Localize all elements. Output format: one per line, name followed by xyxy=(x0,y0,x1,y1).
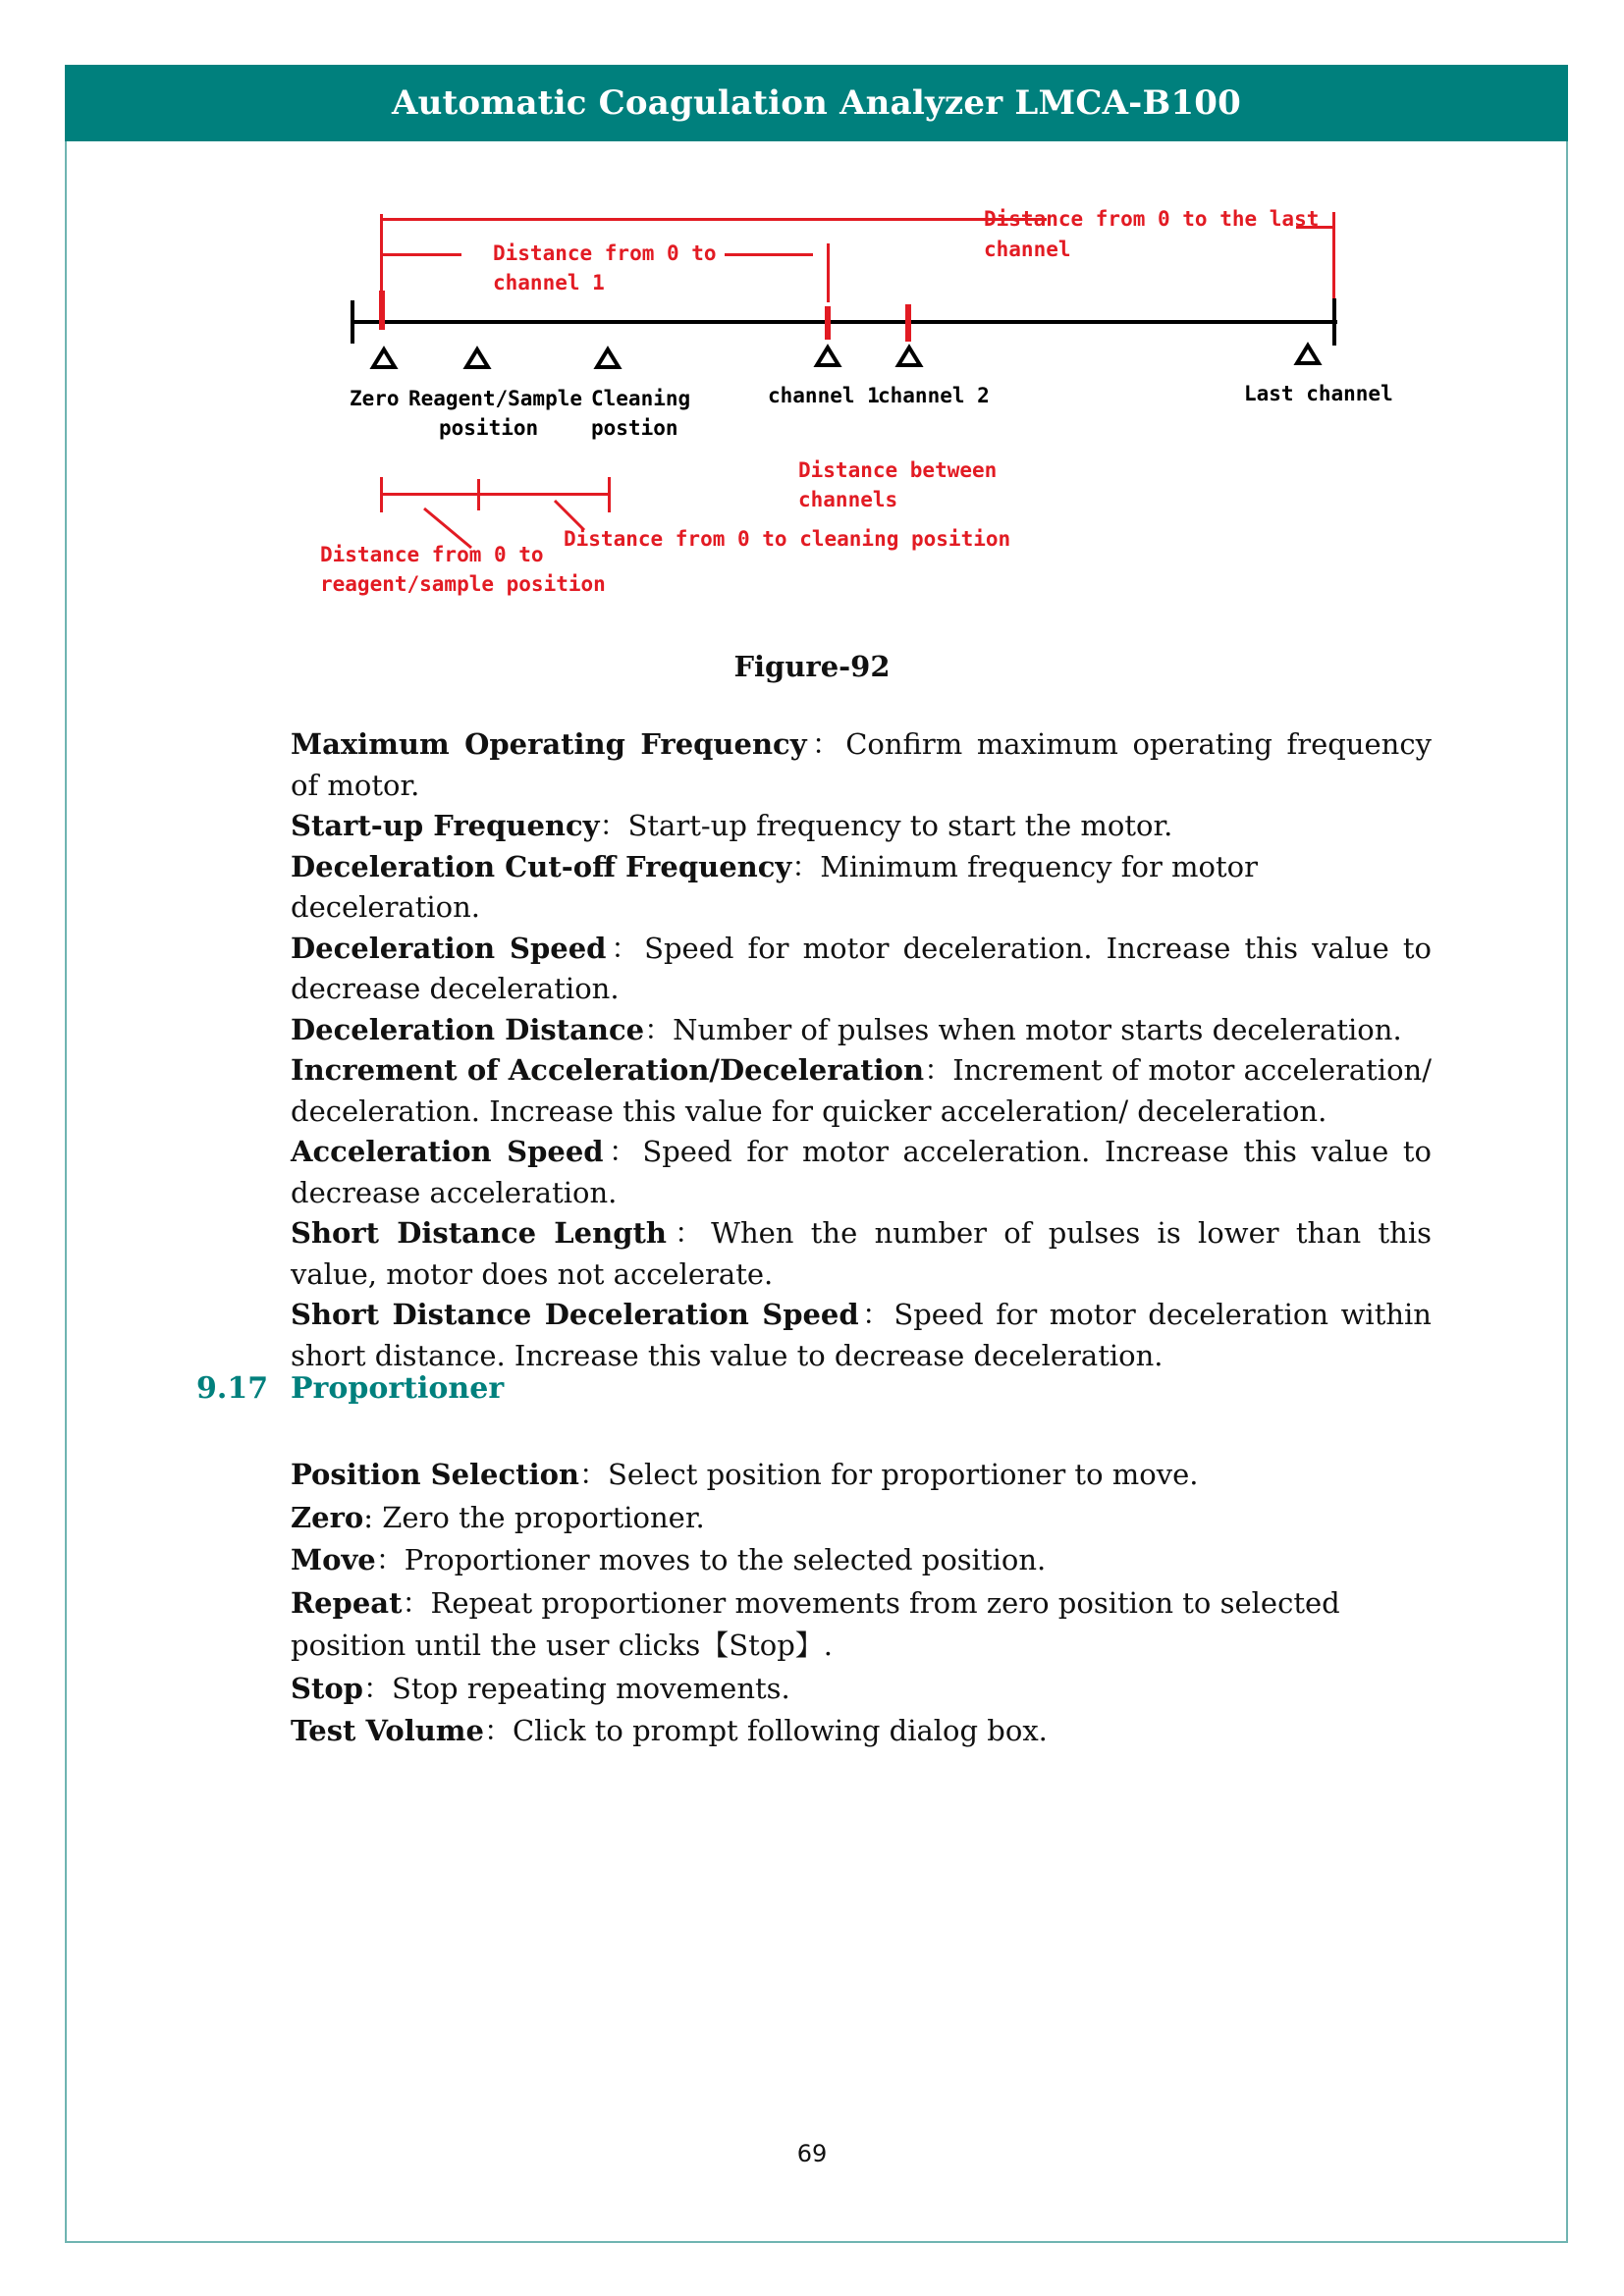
axis-end-tick xyxy=(1332,298,1336,346)
separator: ： xyxy=(791,849,821,883)
definition: Speed for motor deceleration. Increase this value to decrease deceleration. xyxy=(291,931,1432,1005)
definition: Select position for proportioner to move. xyxy=(608,1458,1199,1491)
label-dist-last-line2: channel xyxy=(984,238,1071,261)
definition-paragraph xyxy=(291,1539,1432,1582)
definition: Start-up frequency to start the motor. xyxy=(627,809,1173,842)
definition-paragraph xyxy=(291,1582,1432,1668)
term: Short Distance Length xyxy=(291,1216,667,1250)
label-dist-ch1-line1: Distance from 0 to xyxy=(493,241,717,265)
separator: ： xyxy=(599,809,628,842)
page-header xyxy=(65,65,1568,141)
definition-paragraph xyxy=(291,1010,1432,1051)
label-last-channel: Last channel xyxy=(1244,382,1393,405)
term: Maximum Operating Frequency xyxy=(291,727,807,761)
channel1-marker-icon xyxy=(817,347,839,365)
definition-paragraph xyxy=(291,1668,1432,1711)
label-zero: Zero xyxy=(350,387,400,410)
last-channel-marker-icon xyxy=(1297,346,1319,363)
separator: ： xyxy=(806,727,846,761)
definition-paragraph xyxy=(291,1497,1432,1540)
label-reagent-2: position xyxy=(439,416,539,440)
term: Test Volume xyxy=(291,1714,484,1747)
label-cleaning-1: Cleaning xyxy=(591,387,691,410)
parameter-definitions xyxy=(291,724,1432,1376)
separator: ： xyxy=(579,1458,609,1491)
separator: ： xyxy=(402,1585,431,1620)
reagent-pointer-line xyxy=(424,508,471,548)
term: Deceleration Distance xyxy=(291,1012,645,1046)
separator: ： xyxy=(644,1012,674,1046)
separator: ： xyxy=(603,1135,643,1168)
section-number: 9.17 xyxy=(196,1371,269,1406)
separator: ： xyxy=(375,1543,405,1576)
definition-paragraph xyxy=(291,847,1432,929)
definition: Click to prompt following dialog box. xyxy=(512,1714,1048,1747)
term: Short Distance Deceleration Speed xyxy=(291,1298,859,1331)
separator: ： xyxy=(924,1053,953,1087)
label-cleaning-distance: Distance from 0 to cleaning position xyxy=(564,527,1011,551)
term: Move xyxy=(291,1543,376,1576)
definition: Increment of motor acceleration/ deceleration. Increase this value for quicker acceleration/ deceleration. xyxy=(291,1053,1432,1128)
term: Acceleration Speed xyxy=(291,1135,604,1168)
position-axis xyxy=(351,320,1337,324)
channel2-tick xyxy=(905,304,911,342)
label-channel2: channel 2 xyxy=(878,384,990,407)
term: Increment of Acceleration/Deceleration xyxy=(291,1053,925,1087)
separator: : xyxy=(363,1500,374,1534)
lower-bracket-cleaning-tick xyxy=(608,477,611,512)
cleaning-pointer-line xyxy=(555,501,584,530)
label-reagent-1: Reagent/Sample xyxy=(408,387,583,410)
label-cleaning-2: postion xyxy=(591,416,678,440)
label-reagent-distance-2: reagent/sample position xyxy=(320,572,606,596)
definition-paragraph xyxy=(291,1213,1432,1295)
figure-caption: Figure-92 xyxy=(733,650,891,683)
definition: Minimum frequency for motor deceleration. xyxy=(291,849,1258,924)
definition: When the number of pulses is lower than this value, motor does not accelerate. xyxy=(291,1216,1432,1291)
term: Repeat xyxy=(291,1585,403,1620)
definition-paragraph xyxy=(291,1050,1432,1132)
definition-paragraph xyxy=(291,1710,1432,1753)
bracket-last-line xyxy=(383,218,1047,221)
axis-start-tick xyxy=(351,300,354,344)
bracket-ch1-end xyxy=(827,243,830,302)
section-heading xyxy=(196,1371,504,1406)
channel2-marker-icon xyxy=(898,347,920,365)
label-between-line1: Distance between xyxy=(798,458,998,482)
reagent-marker-icon xyxy=(466,349,488,367)
separator: ： xyxy=(483,1714,513,1747)
term: Position Selection xyxy=(291,1458,580,1491)
zero-marker-icon xyxy=(373,349,395,367)
definition-paragraph xyxy=(291,724,1432,806)
label-channel1: channel 1 xyxy=(768,384,880,407)
lower-bracket-reagent-tick xyxy=(477,479,480,510)
definition: Zero the proportioner. xyxy=(373,1500,705,1534)
label-between-line2: channels xyxy=(798,488,898,511)
bracket-ch1-right xyxy=(725,253,813,256)
definition: Stop repeating movements. xyxy=(391,1671,790,1705)
definition-paragraph xyxy=(291,929,1432,1010)
separator: ： xyxy=(362,1671,392,1705)
channel1-tick xyxy=(825,306,831,340)
definition-paragraph xyxy=(291,1454,1432,1497)
term: Stop xyxy=(291,1671,363,1705)
cleaning-marker-icon xyxy=(597,349,619,367)
definition: Speed for motor deceleration within short distance. Increase this value to decrease deceleration. xyxy=(291,1298,1432,1372)
zero-tick xyxy=(379,291,385,330)
lower-bracket-line xyxy=(380,493,610,496)
term: Zero xyxy=(291,1500,364,1534)
definition-paragraph xyxy=(291,1132,1432,1213)
position-diagram xyxy=(314,196,1394,618)
label-dist-last-line1: Distance from 0 to the last xyxy=(984,207,1320,231)
document-title: Automatic Coagulation Analyzer LMCA-B100 xyxy=(391,83,1241,123)
definition: Proportioner moves to the selected position. xyxy=(404,1543,1047,1576)
definition: Number of pulses when motor starts deceleration. xyxy=(673,1012,1402,1046)
proportioner-definitions xyxy=(291,1454,1432,1753)
term: Deceleration Cut-off Frequency xyxy=(291,849,792,883)
separator: ： xyxy=(606,931,645,965)
label-dist-ch1-line2: channel 1 xyxy=(493,271,605,294)
definition-paragraph xyxy=(291,1295,1432,1376)
definition-paragraph xyxy=(291,806,1432,847)
definition: Confirm maximum operating frequency of motor. xyxy=(291,727,1432,802)
separator: ： xyxy=(858,1298,894,1331)
label-reagent-distance-1: Distance from 0 to xyxy=(320,543,544,566)
definition: Speed for motor acceleration. Increase this value to decrease acceleration. xyxy=(291,1135,1432,1209)
term: Deceleration Speed xyxy=(291,931,607,965)
section-title: Proportioner xyxy=(291,1371,505,1406)
page-number: 69 xyxy=(796,2140,828,2167)
separator: ： xyxy=(666,1216,712,1250)
bracket-ch1-left xyxy=(383,253,461,256)
definition: Repeat proportioner movements from zero position to selected position until the user clicks【Stop】. xyxy=(291,1585,1340,1662)
term: Start-up Frequency xyxy=(291,809,600,842)
